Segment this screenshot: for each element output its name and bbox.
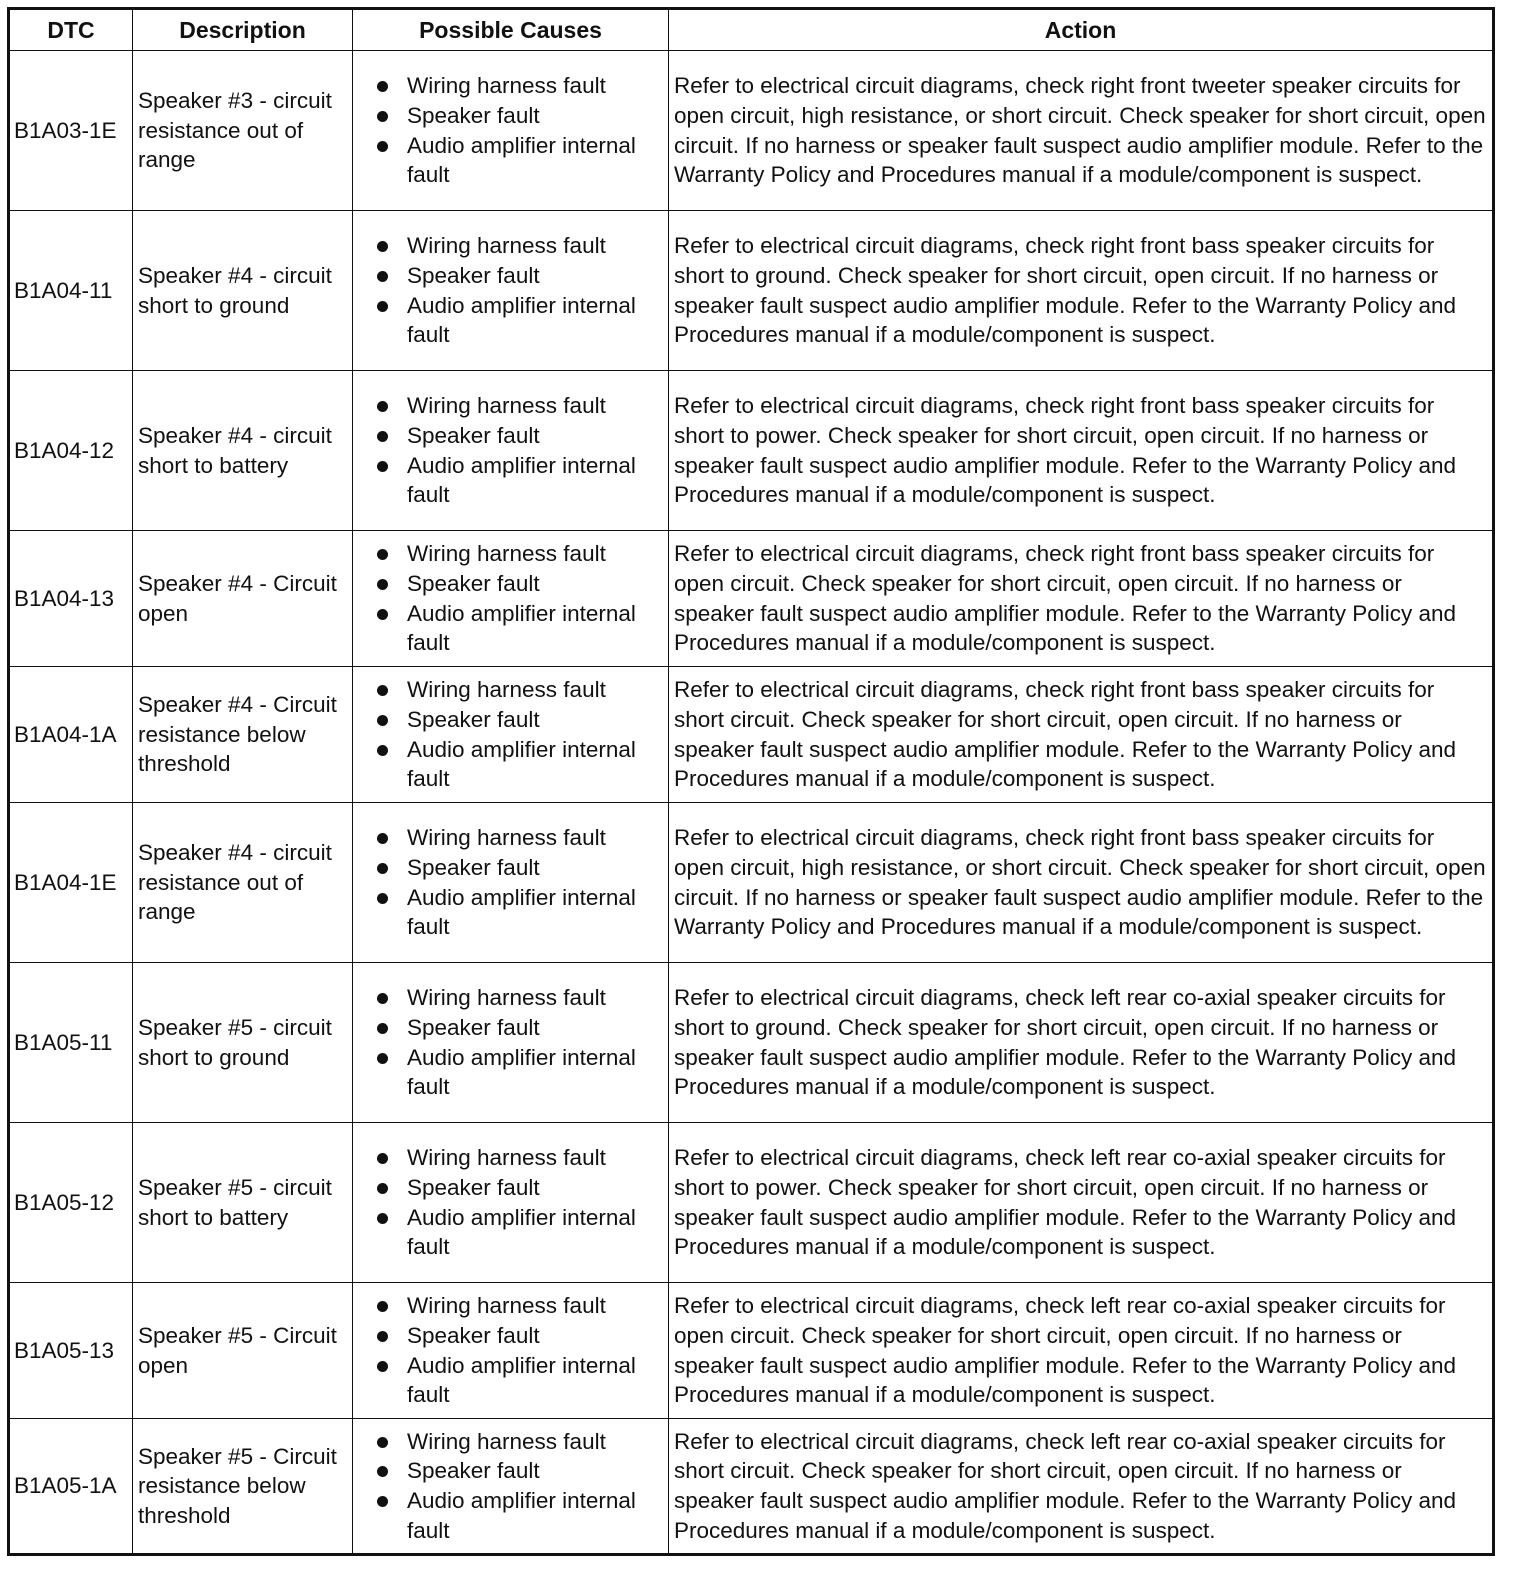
header-description: Description: [133, 9, 353, 51]
cause-item: Audio amplifier internal fault: [353, 1043, 664, 1102]
cause-item: Audio amplifier internal fault: [353, 451, 664, 510]
dtc-code: B1A05-11: [9, 963, 133, 1123]
action-text: Refer to electrical circuit diagrams, check right front tweeter speaker circuits for open circuit, high resistance, or short circuit. Check speaker for short circuit, open circuit. If no harness or speaker fault suspect audio amplifier module. Refer to the Warranty Policy and Procedures manual if a module/component is suspect.: [669, 51, 1494, 211]
dtc-code: B1A03-1E: [9, 51, 133, 211]
dtc-description: Speaker #5 - circuit short to ground: [133, 963, 353, 1123]
causes-list: [353, 1427, 664, 1545]
cause-item: Audio amplifier internal fault: [353, 1203, 664, 1262]
possible-causes: [353, 1123, 669, 1283]
header-action: Action: [669, 9, 1494, 51]
table-row: [9, 531, 1494, 667]
dtc-description: Speaker #4 - circuit resistance out of range: [133, 803, 353, 963]
dtc-code: B1A05-12: [9, 1123, 133, 1283]
dtc-code: B1A04-12: [9, 371, 133, 531]
dtc-code: B1A05-13: [9, 1283, 133, 1419]
action-text: Refer to electrical circuit diagrams, check left rear co-axial speaker circuits for open circuit. Check speaker for short circuit, open circuit. If no harness or speaker fault suspect audio amplifier module. Refer to the Warranty Policy and Procedures manual if a module/component is suspect.: [669, 1283, 1494, 1419]
possible-causes: [353, 803, 669, 963]
dtc-description: Speaker #5 - Circuit resistance below threshold: [133, 1419, 353, 1555]
causes-list: [353, 231, 664, 349]
causes-list: [353, 1291, 664, 1409]
causes-list: [353, 1143, 664, 1261]
cause-item: Wiring harness fault: [353, 823, 664, 853]
header-possible-causes: Possible Causes: [353, 9, 669, 51]
cause-item: Audio amplifier internal fault: [353, 1486, 664, 1545]
action-text: Refer to electrical circuit diagrams, check right front bass speaker circuits for open circuit. Check speaker for short circuit, open circuit. If no harness or speaker fault suspect audio amplifier module. Refer to the Warranty Policy and Procedures manual if a module/component is suspect.: [669, 531, 1494, 667]
causes-list: [353, 539, 664, 657]
dtc-table: [7, 7, 1495, 1556]
cause-item: Audio amplifier internal fault: [353, 599, 664, 658]
dtc-code: B1A04-1E: [9, 803, 133, 963]
cause-item: Audio amplifier internal fault: [353, 291, 664, 350]
action-text: Refer to electrical circuit diagrams, check right front bass speaker circuits for short to ground. Check speaker for short circuit, open circuit. If no harness or speaker fault suspect audio amplifier module. Refer to the Warranty Policy and Procedures manual if a module/component is suspect.: [669, 211, 1494, 371]
cause-item: Wiring harness fault: [353, 1427, 664, 1457]
cause-item: Speaker fault: [353, 261, 664, 291]
causes-list: [353, 71, 664, 189]
cause-item: Wiring harness fault: [353, 1291, 664, 1321]
cause-item: Audio amplifier internal fault: [353, 131, 664, 190]
dtc-description: Speaker #4 - circuit short to ground: [133, 211, 353, 371]
causes-list: [353, 391, 664, 509]
cause-item: Wiring harness fault: [353, 391, 664, 421]
dtc-code: B1A04-13: [9, 531, 133, 667]
dtc-description: Speaker #4 - circuit short to battery: [133, 371, 353, 531]
table-row: [9, 1283, 1494, 1419]
causes-list: [353, 983, 664, 1101]
possible-causes: [353, 667, 669, 803]
cause-item: Wiring harness fault: [353, 675, 664, 705]
table-row: [9, 211, 1494, 371]
action-text: Refer to electrical circuit diagrams, check left rear co-axial speaker circuits for short to power. Check speaker for short circuit, open circuit. If no harness or speaker fault suspect audio amplifier module. Refer to the Warranty Policy and Procedures manual if a module/component is suspect.: [669, 1123, 1494, 1283]
cause-item: Speaker fault: [353, 421, 664, 451]
causes-list: [353, 823, 664, 941]
action-text: Refer to electrical circuit diagrams, check left rear co-axial speaker circuits for short to ground. Check speaker for short circuit, open circuit. If no harness or speaker fault suspect audio amplifier module. Refer to the Warranty Policy and Procedures manual if a module/component is suspect.: [669, 963, 1494, 1123]
dtc-code: B1A05-1A: [9, 1419, 133, 1555]
cause-item: Wiring harness fault: [353, 231, 664, 261]
cause-item: Speaker fault: [353, 1456, 664, 1486]
table-row: [9, 667, 1494, 803]
cause-item: Wiring harness fault: [353, 1143, 664, 1173]
table-row: [9, 51, 1494, 211]
possible-causes: [353, 371, 669, 531]
dtc-description: Speaker #3 - circuit resistance out of range: [133, 51, 353, 211]
cause-item: Speaker fault: [353, 1173, 664, 1203]
table-row: [9, 1123, 1494, 1283]
possible-causes: [353, 963, 669, 1123]
dtc-code: B1A04-11: [9, 211, 133, 371]
possible-causes: [353, 51, 669, 211]
cause-item: Speaker fault: [353, 101, 664, 131]
causes-list: [353, 675, 664, 793]
table-row: [9, 1419, 1494, 1555]
dtc-description: Speaker #4 - Circuit open: [133, 531, 353, 667]
header-dtc: DTC: [9, 9, 133, 51]
cause-item: Wiring harness fault: [353, 983, 664, 1013]
action-text: Refer to electrical circuit diagrams, check right front bass speaker circuits for short to power. Check speaker for short circuit, open circuit. If no harness or speaker fault suspect audio amplifier module. Refer to the Warranty Policy and Procedures manual if a module/component is suspect.: [669, 371, 1494, 531]
possible-causes: [353, 211, 669, 371]
action-text: Refer to electrical circuit diagrams, check right front bass speaker circuits for open circuit, high resistance, or short circuit. Check speaker for short circuit, open circuit. If no harness or speaker fault suspect audio amplifier module. Refer to the Warranty Policy and Procedures manual if a module/component is suspect.: [669, 803, 1494, 963]
cause-item: Audio amplifier internal fault: [353, 735, 664, 794]
cause-item: Wiring harness fault: [353, 539, 664, 569]
possible-causes: [353, 1283, 669, 1419]
cause-item: Audio amplifier internal fault: [353, 1351, 664, 1410]
dtc-description: Speaker #5 - Circuit open: [133, 1283, 353, 1419]
table-row: [9, 963, 1494, 1123]
cause-item: Wiring harness fault: [353, 71, 664, 101]
action-text: Refer to electrical circuit diagrams, check left rear co-axial speaker circuits for short circuit. Check speaker for short circuit, open circuit. If no harness or speaker fault suspect audio amplifier module. Refer to the Warranty Policy and Procedures manual if a module/component is suspect.: [669, 1419, 1494, 1555]
dtc-code: B1A04-1A: [9, 667, 133, 803]
cause-item: Speaker fault: [353, 1321, 664, 1351]
dtc-description: Speaker #5 - circuit short to battery: [133, 1123, 353, 1283]
action-text: Refer to electrical circuit diagrams, check right front bass speaker circuits for short circuit. Check speaker for short circuit, open circuit. If no harness or speaker fault suspect audio amplifier module. Refer to the Warranty Policy and Procedures manual if a module/component is suspect.: [669, 667, 1494, 803]
cause-item: Audio amplifier internal fault: [353, 883, 664, 942]
possible-causes: [353, 1419, 669, 1555]
possible-causes: [353, 531, 669, 667]
cause-item: Speaker fault: [353, 569, 664, 599]
dtc-description: Speaker #4 - Circuit resistance below threshold: [133, 667, 353, 803]
table-row: [9, 371, 1494, 531]
header-row: [9, 9, 1494, 51]
table-row: [9, 803, 1494, 963]
cause-item: Speaker fault: [353, 1013, 664, 1043]
cause-item: Speaker fault: [353, 853, 664, 883]
cause-item: Speaker fault: [353, 705, 664, 735]
